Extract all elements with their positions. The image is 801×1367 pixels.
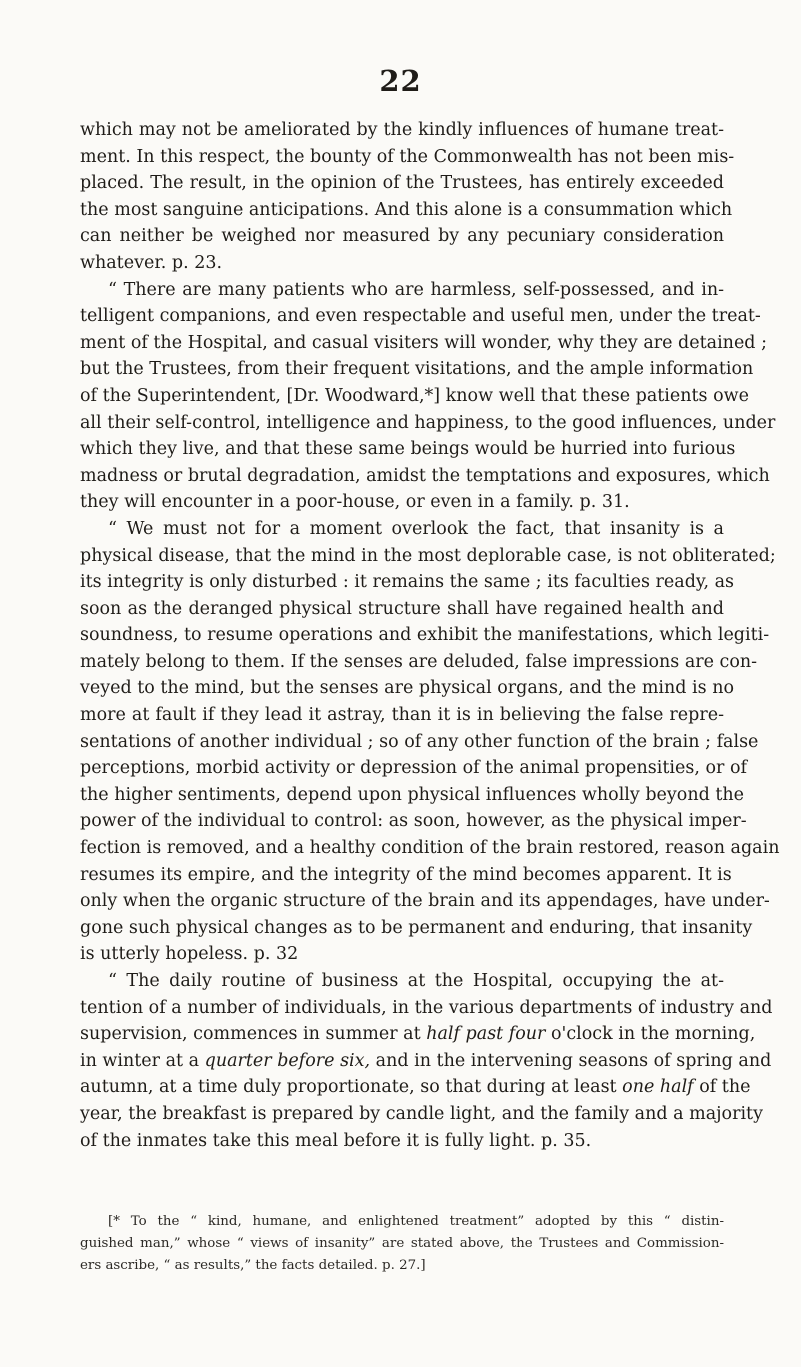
text-line: veyed to the mind, but the senses are physical organs, and the mind is no bbox=[80, 678, 735, 699]
text-line: “ The daily routine of business at the Hospital, occupying the at- bbox=[108, 971, 724, 991]
text-line: placed. The result, in the opinion of the Trustees, has entirely exceeded bbox=[80, 173, 724, 194]
text-line: of the Superintendent, [Dr. Woodward,*] know well that these patients owe bbox=[80, 385, 749, 406]
footnote-line: [* To the “ kind, humane, and enlightened treatment” adopted by this “ distin- bbox=[108, 1214, 724, 1229]
text-line: whatever. p. 23. bbox=[80, 252, 223, 273]
text-line: telligent companions, and even respectable and useful men, under the treat- bbox=[80, 306, 761, 327]
italic-phrase: quarter before six, bbox=[204, 1050, 371, 1071]
text-line: fection is removed, and a healthy condition of the brain restored, reason again bbox=[80, 838, 780, 859]
text-line: mately belong to them. If the senses are deluded, false impressions are con- bbox=[80, 651, 758, 672]
text-run: autumn, at a time duly proportionate, so that during at least bbox=[80, 1077, 623, 1098]
text-line bbox=[80, 1074, 751, 1101]
text-run: o'clock in the morning, bbox=[545, 1024, 756, 1045]
italic-phrase: half past four bbox=[426, 1024, 546, 1045]
text-line: of the inmates take this meal before it is fully light. p. 35. bbox=[80, 1130, 592, 1151]
text-line: physical disease, that the mind in the most deplorable case, is not obliterated; bbox=[80, 545, 776, 566]
text-line bbox=[80, 1048, 772, 1075]
text-line: resumes its empire, and the integrity of the mind becomes apparent. It is bbox=[80, 864, 732, 885]
text-line: ment of the Hospital, and casual visiters will wonder, why they are detained ; bbox=[80, 332, 767, 353]
text-run: supervision, commences in summer at bbox=[80, 1024, 427, 1045]
text-line: all their self-control, intelligence and happiness, to the good influences, under bbox=[80, 412, 776, 433]
text-line: sentations of another individual ; so of any other function of the brain ; false bbox=[80, 731, 759, 752]
footnote-line: ers ascribe, “ as results,” the facts detailed. p. 27.] bbox=[80, 1258, 426, 1273]
text-line: madness or brutal degradation, amidst the temptations and exposures, which bbox=[80, 465, 770, 486]
text-line: soundness, to resume operations and exhibit the manifestations, which legiti- bbox=[80, 625, 770, 646]
text-line: “ There are many patients who are harmless, self-possessed, and in- bbox=[108, 279, 724, 300]
text-line: power of the individual to control: as soon, however, as the physical imper- bbox=[80, 811, 747, 832]
text-line: but the Trustees, from their frequent visitations, and the ample information bbox=[80, 359, 754, 380]
text-line: more at fault if they lead it astray, than it is in believing the false repre- bbox=[80, 705, 724, 726]
text-line bbox=[80, 1021, 756, 1048]
text-line: gone such physical changes as to be permanent and enduring, that insanity bbox=[80, 917, 753, 938]
text-line: is utterly hopeless. p. 32 bbox=[80, 944, 299, 965]
text-line: can neither be weighed nor measured by any pecuniary consideration bbox=[80, 226, 724, 247]
page-number: 22 bbox=[379, 64, 422, 98]
text-line: which may not be ameliorated by the kindly influences of humane treat- bbox=[80, 120, 724, 140]
text-line: “ We must not for a moment overlook the fact, that insanity is a bbox=[108, 518, 724, 539]
text-run: in winter at a bbox=[80, 1050, 205, 1071]
text-line: perceptions, morbid activity or depression of the animal propensities, or of bbox=[80, 758, 747, 779]
text-line: ment. In this respect, the bounty of the Commonwealth has not been mis- bbox=[80, 146, 735, 167]
footnote bbox=[80, 1211, 724, 1277]
body-text bbox=[80, 117, 780, 1154]
text-line: soon as the deranged physical structure shall have regained health and bbox=[80, 598, 724, 619]
text-line: its integrity is only disturbed : it remains the same ; its faculties ready, as bbox=[80, 572, 735, 593]
text-line: year, the breakfast is prepared by candle light, and the family and a majority bbox=[80, 1103, 763, 1124]
text-line: the most sanguine anticipations. And this alone is a consummation which bbox=[80, 199, 733, 220]
footnote-line: guished man,” whose “ views of insanity” are stated above, the Trustees and Commission- bbox=[80, 1236, 724, 1251]
text-line: only when the organic structure of the brain and its appendages, have under- bbox=[80, 891, 770, 912]
text-line: they will encounter in a poor-house, or even in a family. p. 31. bbox=[80, 492, 630, 513]
text-line: which they live, and that these same beings would be hurried into furious bbox=[80, 439, 736, 460]
text-run: and in the intervening seasons of spring and bbox=[370, 1050, 772, 1071]
italic-phrase: one half bbox=[622, 1077, 694, 1098]
text-line: the higher sentiments, depend upon physical influences wholly beyond the bbox=[80, 784, 745, 805]
text-line: tention of a number of individuals, in the various departments of industry and bbox=[80, 997, 773, 1018]
text-run: of the bbox=[693, 1077, 751, 1098]
